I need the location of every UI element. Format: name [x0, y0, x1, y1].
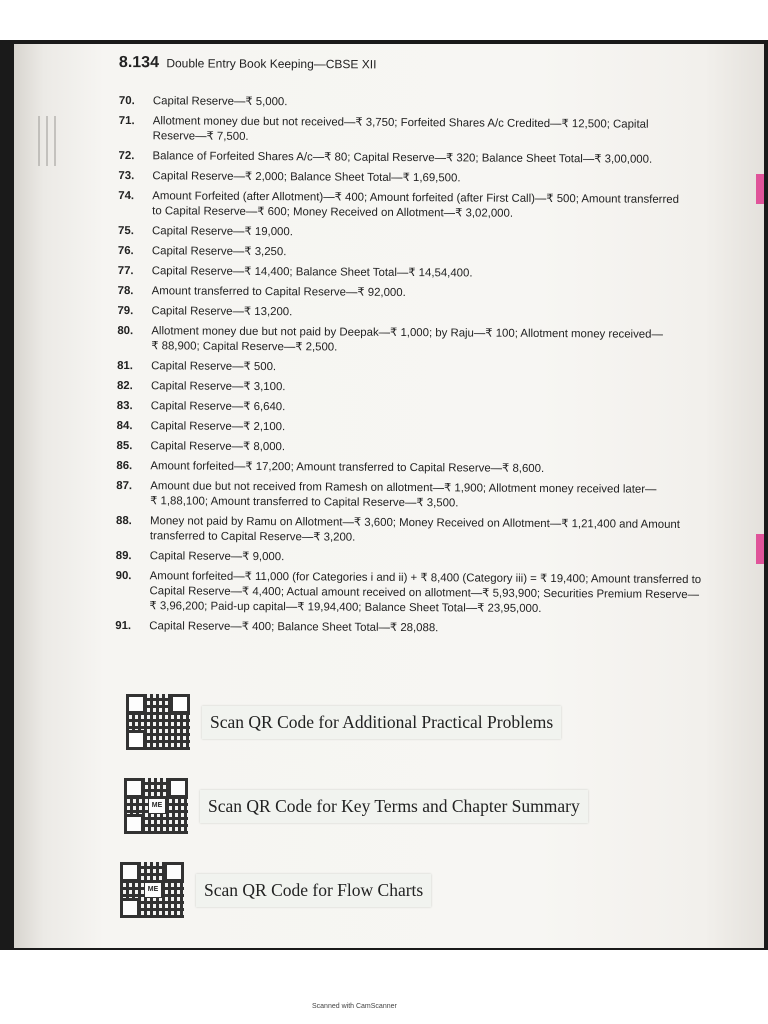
answer-text: [152, 264, 764, 283]
qr-logo: ME: [148, 798, 166, 814]
answer-line: Capital Reserve—₹ 4,400; Actual amount received on allotment—₹ 5,93,900; Securities Premium Reserve—: [149, 585, 700, 602]
answer-text: [151, 379, 764, 398]
answer-number: 81.: [117, 359, 133, 373]
answer-line: Capital Reserve—₹ 3,250.: [151, 245, 287, 259]
answer-text: [150, 459, 764, 478]
qr-code-icon[interactable]: [120, 862, 184, 918]
answer-line: to Capital Reserve—₹ 600; Money Received on Allotment—₹ 3,02,000.: [152, 205, 514, 220]
answer-text: [150, 479, 764, 513]
answer-number: 82.: [116, 379, 133, 393]
answer-item: [116, 549, 764, 569]
answer-text: [152, 244, 764, 263]
answer-item: [118, 244, 764, 264]
answer-item: [116, 439, 764, 459]
answer-number: 87.: [116, 479, 133, 493]
answer-number: 75.: [118, 224, 134, 238]
answer-number: 78.: [117, 284, 134, 298]
answer-text: [150, 439, 764, 458]
answer-line: Amount forfeited—₹ 17,200; Amount transferred to Capital Reserve—₹ 8,600.: [150, 460, 545, 475]
answer-item: [115, 569, 764, 619]
answer-number: 86.: [116, 459, 133, 473]
answer-number: 83.: [116, 399, 133, 413]
answer-item: [116, 459, 764, 479]
answer-item: [117, 419, 764, 439]
answer-item: [115, 619, 764, 639]
page-crease-marks: [34, 116, 64, 176]
qr-code-icon[interactable]: [124, 778, 188, 834]
qr-code-icon[interactable]: [126, 694, 190, 750]
answer-item: [119, 94, 764, 114]
answer-line: Capital Reserve—₹ 8,000.: [150, 440, 286, 454]
answer-item: [118, 189, 764, 224]
answer-item: [117, 304, 764, 324]
answer-number: 79.: [117, 304, 134, 318]
answer-text: [152, 284, 764, 303]
answer-text: [151, 304, 764, 323]
answer-line: transferred to Capital Reserve—₹ 3,200.: [149, 530, 356, 544]
answer-text: [151, 419, 764, 438]
answer-text: [149, 569, 764, 618]
answer-list: [115, 94, 764, 644]
answer-number: 72.: [118, 149, 135, 163]
answer-number: 84.: [116, 419, 133, 433]
answer-text: [150, 549, 764, 568]
answer-text: [152, 224, 764, 243]
qr-link-label[interactable]: Scan QR Code for Key Terms and Chapter Summary: [200, 790, 588, 823]
qr-link-label[interactable]: Scan QR Code for Flow Charts: [196, 874, 431, 907]
answer-number: 90.: [115, 569, 132, 583]
answer-line: Allotment money due but not received—₹ 3,750; Forfeited Shares A/c Credited—₹ 12,500; Capital: [152, 115, 649, 131]
qr-link-flow-charts[interactable]: [120, 862, 431, 918]
qr-logo: ME: [144, 882, 162, 898]
answer-item: [116, 514, 764, 549]
page-header: [119, 54, 377, 73]
answer-item: [117, 399, 764, 419]
answer-number: 76.: [117, 244, 134, 258]
answer-line: Capital Reserve—₹ 13,200.: [151, 305, 293, 319]
answer-line: Capital Reserve—₹ 6,640.: [150, 400, 286, 414]
answer-text: [150, 514, 764, 548]
answer-number: 89.: [115, 549, 132, 563]
answer-line: Amount due but not received from Ramesh on allotment—₹ 1,900; Allotment money received later—: [150, 480, 657, 496]
answer-number: 85.: [116, 439, 133, 453]
answer-line: Capital Reserve—₹ 5,000.: [152, 95, 288, 109]
answer-text: [153, 149, 764, 168]
answer-text: [151, 359, 764, 378]
answer-line: Capital Reserve—₹ 9,000.: [149, 550, 285, 564]
answer-line: Capital Reserve—₹ 2,100.: [150, 420, 286, 434]
answer-line: ₹ 1,88,100; Amount transferred to Capital Reserve—₹ 3,500.: [150, 495, 459, 510]
answer-line: Capital Reserve—₹ 2,000; Balance Sheet Total—₹ 1,69,500.: [152, 170, 461, 185]
answer-line: Capital Reserve—₹ 400; Balance Sheet Total—₹ 28,088.: [149, 620, 439, 635]
answer-item: [117, 379, 764, 399]
answer-number: 80.: [117, 324, 134, 338]
answer-text: [151, 399, 764, 418]
answer-line: Capital Reserve—₹ 19,000.: [152, 225, 293, 239]
answer-line: Money not paid by Ramu on Allotment—₹ 3,600; Money Received on Allotment—₹ 1,21,400 and Amount: [149, 515, 680, 531]
answer-line: Amount Forfeited (after Allotment)—₹ 400; Amount forfeited (after First Call)—₹ 500; Amount transferred: [152, 190, 679, 206]
qr-link-label[interactable]: Scan QR Code for Additional Practical Problems: [202, 706, 561, 739]
answer-line: Capital Reserve—₹ 14,400; Balance Sheet Total—₹ 14,54,400.: [151, 265, 473, 280]
qr-link-key-terms[interactable]: [124, 778, 588, 834]
answer-text: [153, 114, 764, 148]
answer-number: 73.: [118, 169, 135, 183]
answer-item: [119, 149, 764, 169]
answer-number: 70.: [118, 94, 135, 108]
answer-line: ₹ 88,900; Capital Reserve—₹ 2,500.: [151, 340, 338, 354]
answer-item: [118, 169, 764, 189]
answer-text: [152, 189, 764, 223]
answer-number: 88.: [115, 514, 132, 528]
answer-number: 74.: [118, 189, 135, 203]
answer-number: 77.: [117, 264, 134, 278]
answer-item: [118, 264, 764, 284]
answer-text: [152, 169, 764, 188]
answer-item: [118, 224, 764, 244]
answer-line: Allotment money due but not paid by Deepak—₹ 1,000; by Raju—₹ 100; Allotment money received—: [151, 325, 663, 341]
answer-item: [118, 284, 764, 304]
answer-number: 91.: [115, 619, 132, 633]
answer-text: [149, 619, 764, 638]
book-title: Double Entry Book Keeping—CBSE XII: [166, 56, 377, 72]
answer-line: Amount forfeited—₹ 11,000 (for Categories i and ii) + ₹ 8,400 (Category iii) = ₹ 19,400; Amount transferred to: [149, 570, 702, 587]
answer-line: Amount transferred to Capital Reserve—₹ 92,000.: [151, 285, 406, 300]
answer-line: Capital Reserve—₹ 500.: [151, 360, 277, 374]
answer-line: Balance of Forfeited Shares A/c—₹ 80; Capital Reserve—₹ 320; Balance Sheet Total—₹ 3,00,000.: [152, 150, 653, 166]
answer-item: [116, 479, 764, 514]
answer-text: [153, 94, 764, 113]
answer-line: Capital Reserve—₹ 3,100.: [150, 380, 286, 394]
answer-text: [151, 324, 764, 358]
answer-line: Reserve—₹ 7,500.: [152, 130, 249, 143]
scanner-watermark: Scanned with CamScanner: [312, 1003, 397, 1010]
page-number: 8.134: [118, 54, 160, 72]
answer-item: [117, 324, 764, 359]
qr-link-additional-problems[interactable]: [126, 694, 561, 750]
answer-line: ₹ 3,96,200; Paid-up capital—₹ 19,94,400; Balance Sheet Total—₹ 23,95,000.: [149, 600, 542, 615]
answer-item: [119, 114, 764, 149]
answer-item: [117, 359, 764, 379]
book-page: [14, 44, 764, 948]
answer-number: 71.: [118, 114, 135, 128]
